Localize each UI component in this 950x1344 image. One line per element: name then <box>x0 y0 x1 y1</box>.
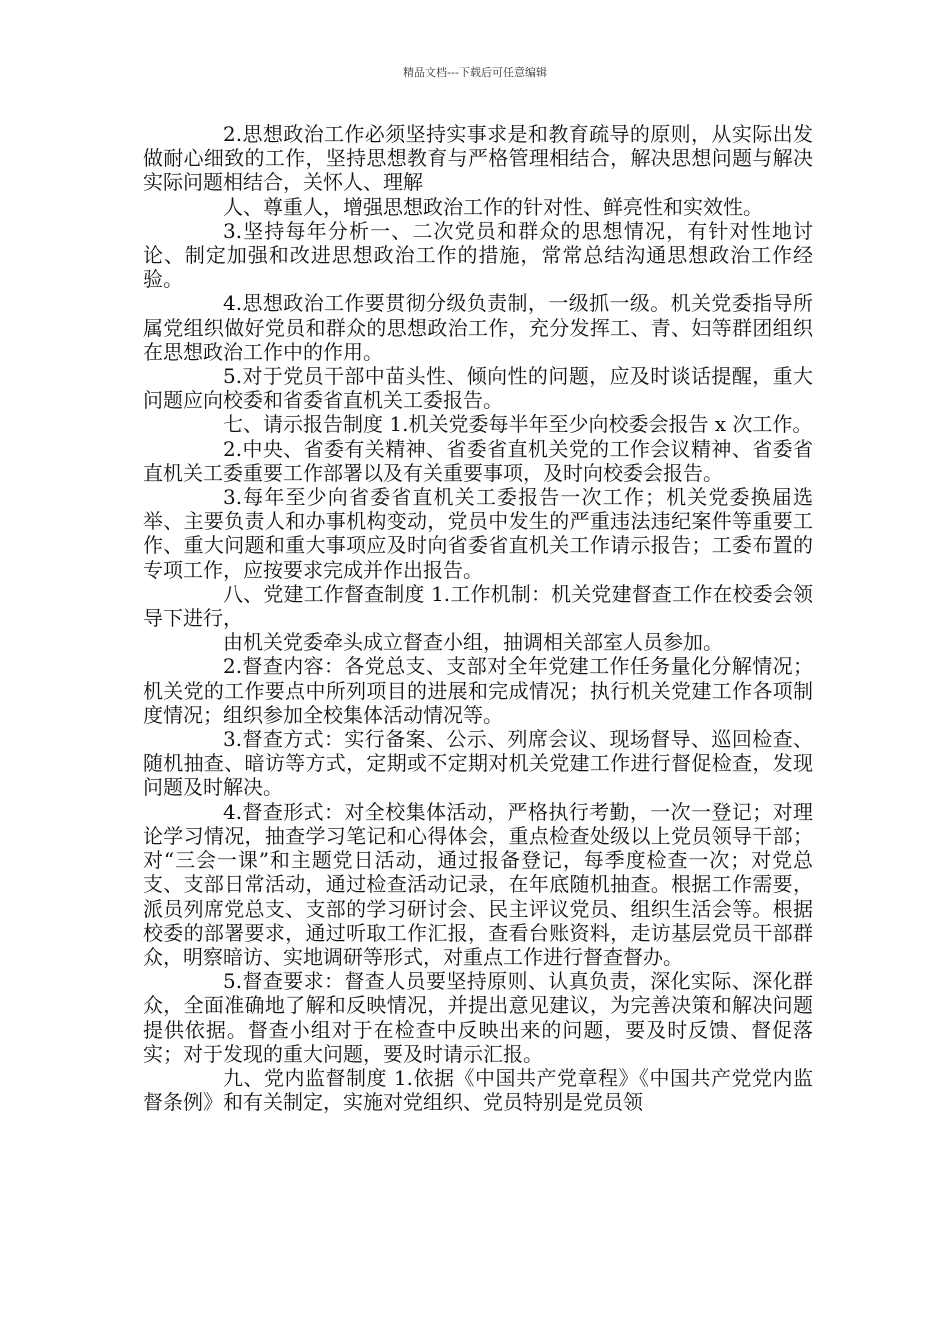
paragraph: 2.思想政治工作必须坚持实事求是和教育疏导的原则，从实际出发做耐心细致的工作，坚持思想教育与严格管理相结合，解决思想问题与解决实际问题相结合，关怀人、理解 <box>143 122 813 195</box>
paragraph: 2.督查内容：各党总支、支部对全年党建工作任务量化分解情况；机关党的工作要点中所列项目的进展和完成情况；执行机关党建工作各项制度情况；组织参加全校集体活动情况等。 <box>143 654 813 727</box>
paragraph: 由机关党委牵头成立督查小组，抽调相关部室人员参加。 <box>223 630 723 655</box>
paragraph: 5.督查要求：督查人员要坚持原则、认真负责，深化实际、深化群众，全面准确地了解和反映情况，并提出意见建议，为完善决策和解决问题提供依据。督查小组对于在检查中反映出来的问题，要及时反馈、督促落实；对于发现的重大问题，要及时请示汇报。 <box>143 969 813 1066</box>
section-heading-paragraph: 七、请示报告制度 1.机关党委每半年至少向校委会报告 x 次工作。 <box>223 412 813 437</box>
page-header: 精品文档---下载后可任意编辑 <box>403 66 547 79</box>
paragraph: 人、尊重人，增强思想政治工作的针对性、鲜亮性和实效性。 <box>223 194 763 219</box>
paragraph: 3.每年至少向省委省直机关工委报告一次工作；机关党委换届选举、主要负责人和办事机构变动，党员中发生的严重违法违纪案件等重要工作、重大问题和重大事项应及时向省委省直机关工作请示报告；工委布置的专项工作，应按要求完成并作出报告。 <box>143 485 813 582</box>
paragraph: 3.坚持每年分析一、二次党员和群众的思想情况，有针对性地讨论、制定加强和改进思想政治工作的措施，常常总结沟通思想政治工作经验。 <box>143 218 813 292</box>
paragraph: 3.督查方式：实行备案、公示、列席会议、现场督导、巡回检查、随机抽查、暗访等方式，定期或不定期对机关党建工作进行督促检查，发现问题及时解决。 <box>143 727 813 800</box>
paragraph: 5.对于党员干部中苗头性、倾向性的问题，应及时谈话提醒，重大问题应向校委和省委省直机关工委报告。 <box>143 364 813 413</box>
paragraph: 4.督查形式：对全校集体活动，严格执行考勤，一次一登记；对理论学习情况，抽查学习笔记和心得体会，重点检查处级以上党员领导干部；对“三会一课”和主题党日活动，通过报备登记，每季度检查一次；对党总支、支部日常活动，通过检查活动记录，在年底随机抽查。根据工作需要，派员列席党总支、支部的学习研讨会、民主评议党员、组织生活会等。根据校委的部署要求，通过听取工作汇报，查看台账资料，走访基层党员干部群众，明察暗访、实地调研等形式，对重点工作进行督查督办。 <box>143 799 813 969</box>
section-heading-paragraph: 九、党内监督制度 1.依据《中国共产党章程》《中国共产党党内监督条例》和有关制定，实施对党组织、党员特别是党员领 <box>143 1065 813 1115</box>
document-body <box>143 122 813 1114</box>
paragraph: 2.中央、省委有关精神、省委省直机关党的工作会议精神、省委省直机关工委重要工作部署以及有关重要事项，及时向校委会报告。 <box>143 436 813 485</box>
paragraph: 4.思想政治工作要贯彻分级负责制，一级抓一级。机关党委指导所属党组织做好党员和群众的思想政治工作，充分发挥工、青、妇等群团组织在思想政治工作中的作用。 <box>143 291 813 364</box>
section-heading-paragraph: 八、党建工作督查制度 1.工作机制：机关党建督查工作在校委会领导下进行， <box>143 581 813 631</box>
